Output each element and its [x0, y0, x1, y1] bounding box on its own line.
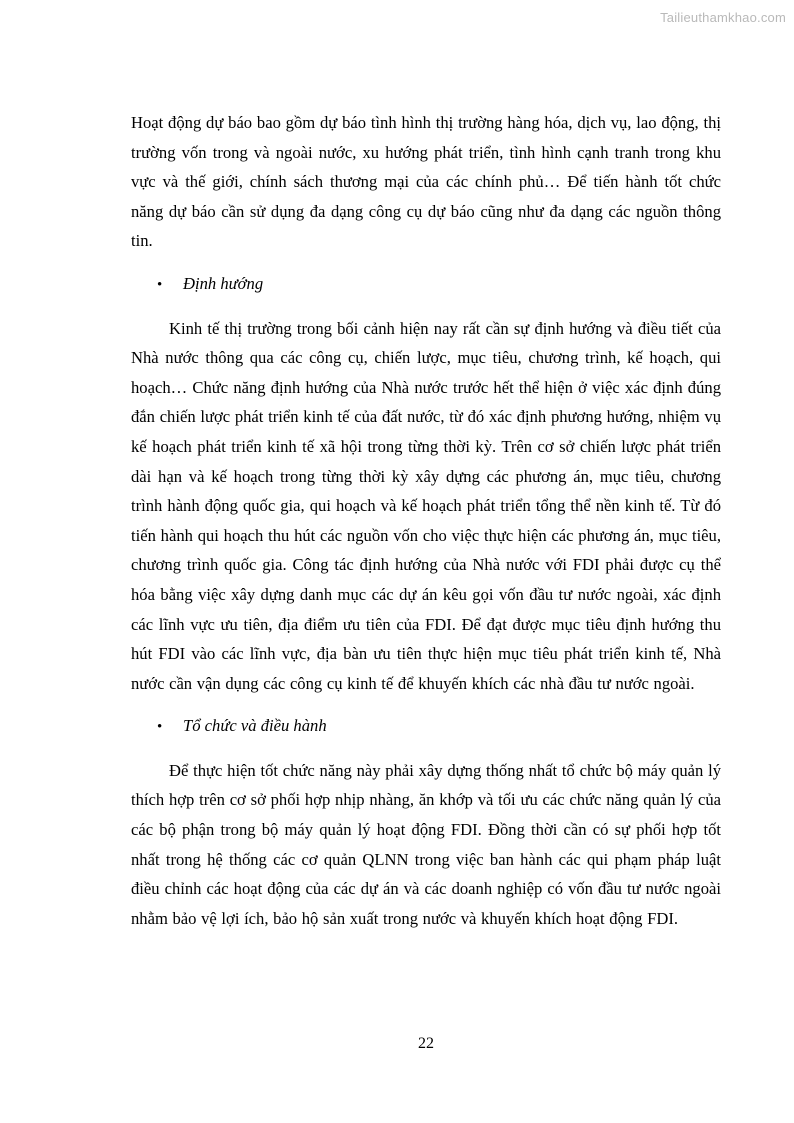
- paragraph: Hoạt động dự báo bao gồm dự báo tình hình thị trường hàng hóa, dịch vụ, lao động, thị trường vốn trong và ngoài nước, xu hướng phát triển, tình hình cạnh tranh trong khu vực và thế giới, chính sách thương mại của các chính phủ… Để tiến hành tốt chức năng dự báo cần sử dụng đa dạng công cụ dự báo cũng như đa dạng các nguồn thông tin.: [131, 113, 721, 251]
- bullet-icon: •: [157, 276, 163, 293]
- bullet-heading: Định hướng: [183, 273, 264, 293]
- paragraph: Để thực hiện tốt chức năng này phải xây dựng thống nhất tổ chức bộ máy quản lý thích hợp trên cơ sở phối hợp nhịp nhàng, ăn khớp và tối ưu các chức năng quản lý của các bộ phận trong bộ máy quản lý hoạt động FDI. Đồng thời cần có sự phối hợp tốt nhất trong hệ thống các cơ quản QLNN trong việc ban hành các qui phạm pháp luật điều chỉnh các hoạt động của các dự án và các doanh nghiệp có vốn đầu tư nước ngoài nhằm bảo vệ lợi ích, bảo hộ sản xuất trong nước và khuyến khích hoạt động FDI.: [131, 760, 721, 928]
- bullet-item: [157, 269, 721, 301]
- bullet-icon: •: [157, 719, 163, 736]
- bullet-item: [157, 711, 721, 743]
- document-body: [131, 108, 721, 933]
- paragraph: Kinh tế thị trường trong bối cảnh hiện nay rất cần sự định hướng và điều tiết của Nhà nước thông qua các công cụ, chiến lược, mục tiêu, chương trình, kế hoạch, qui hoạch… Chức năng định hướng của Nhà nước trước hết thể hiện ở việc xác định đúng đắn chiến lược phát triển kinh tế của đất nước, từ đó xác định phương hướng, nhiệm vụ kế hoạch phát triển kinh tế xã hội trong từng thời kỳ. Trên cơ sở chiến lược phát triển dài hạn và kế hoạch trong từng thời kỳ xây dựng các phương án, mục tiêu, chương trình hành động quốc gia, qui hoạch và kế hoạch phát triển tổng thể nền kinh tế. Từ đó tiến hành qui hoạch thu hút các nguồn vốn cho việc thực hiện các phương án, mục tiêu, chương trình quốc gia. Công tác định hướng của Nhà nước với FDI phải được cụ thể hóa bằng việc xây dựng danh mục các dự án kêu gọi vốn đầu tư nước ngoài, xác định các lĩnh vực ưu tiên, địa điểm ưu tiên của FDI. Để đạt được mục tiêu định hướng thu hút FDI vào các lĩnh vực, địa bàn ưu tiên thực hiện mục tiêu phát triển kinh tế, Nhà nước cần vận dụng các công cụ kinh tế để khuyến khích các nhà đầu tư nước ngoài.: [131, 318, 721, 693]
- watermark: Tailieuthamkhao.com: [660, 10, 786, 25]
- bullet-heading: Tổ chức và điều hành: [183, 716, 327, 736]
- page-number: 22: [418, 1035, 434, 1052]
